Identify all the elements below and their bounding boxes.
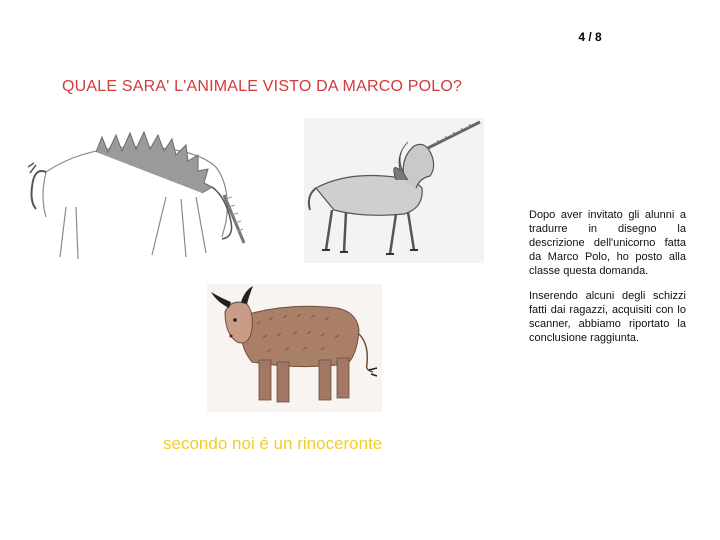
description-paragraph: Dopo aver invitato gli alunni a tradurre in disegno la descrizione dell'unicorno fatta da Marco Polo, ho posto alla classe questa domanda. <box>529 209 686 277</box>
method-paragraph: Inserendo alcuni degli schizzi fatti dai ragazzi, acquisiti con lo scanner, abbiamo riportato la conclusione raggiunta. <box>529 290 686 344</box>
slide-title: QUALE SARA' L'ANIMALE VISTO DA MARCO POLO? <box>62 78 463 95</box>
page-number: 4 / 8 <box>578 30 602 44</box>
conclusion-text: secondo noi é un rinoceronte <box>163 434 383 453</box>
unicorn-sketch-drawing <box>304 118 484 263</box>
sketch-animal-horn-drawing <box>26 127 248 267</box>
rhinoceros-drawing <box>207 284 382 412</box>
